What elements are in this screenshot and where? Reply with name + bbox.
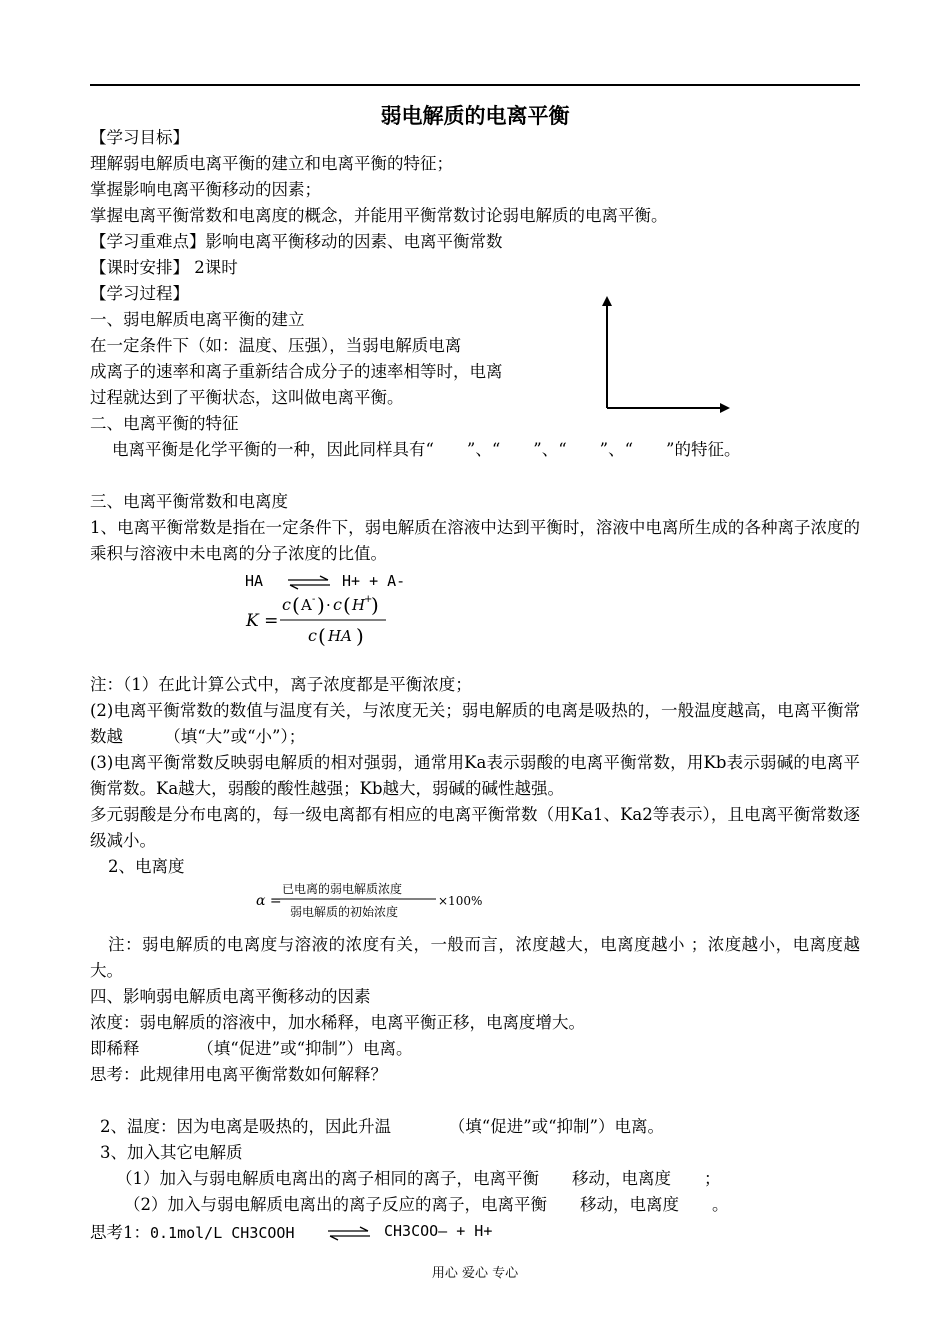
subsection-2-heading: 2、电离度 <box>108 857 185 876</box>
think-1-products: CH3COO— + H+ <box>384 1222 493 1240</box>
svg-text:+: + <box>364 594 373 605</box>
document-title: 弱电解质的电离平衡 <box>380 104 570 128</box>
svg-text:): ) <box>356 624 364 648</box>
k-ion2: H <box>352 596 366 614</box>
alpha-numerator: 已电离的弱电解质浓度 <box>282 882 403 896</box>
section-2-text: 电离平衡是化学平衡的一种，因此同样具有“ ”、“ ”、“ ”、“ ”的特征。 <box>112 440 741 459</box>
k-den-c: c <box>308 626 317 645</box>
alpha-denominator: 弱电解质的初始浓度 <box>290 905 399 919</box>
k-c1: c <box>282 595 291 614</box>
note-4: 多元弱酸是分布电离的，每一级电离都有相应的电离平衡常数（用Ka1、Ka2等表示），且电离平衡常数逐级减小。 <box>90 805 860 850</box>
section-4-line: （2）加入与弱电解质电离出的离子反应的离子，电离平衡 移动，电离度 。 <box>124 1195 729 1214</box>
alpha-label: α = <box>256 893 282 909</box>
k-c2: c <box>333 595 342 614</box>
equation-reactant: HA <box>245 572 264 590</box>
section-4-line: 3、加入其它电解质 <box>100 1143 243 1162</box>
svg-text:(: ( <box>292 593 300 617</box>
section-4-line: 即稀释 （填“促进”或“抑制”）电离。 <box>90 1039 413 1058</box>
section-4-heading: 四、影响弱电解质电离平衡移动的因素 <box>90 987 371 1006</box>
note-2: (2)电离平衡常数的数值与温度有关，与浓度无关；弱电解质的电离是吸热的，一般温度越高，电离平衡常数越 （填“大”或“小”）； <box>90 701 860 746</box>
alpha-percent: ×100% <box>438 894 483 908</box>
section-1-line: 在一定条件下（如：温度、压强），当弱电解质电离 <box>90 336 462 355</box>
svg-text:): ) <box>317 593 325 617</box>
k-label: K = <box>246 611 279 631</box>
objective-item: 掌握电离平衡常数和电离度的概念，并能用平衡常数讨论弱电解质的电离平衡。 <box>90 206 668 225</box>
equation-products: H+ + A- <box>342 572 406 590</box>
section-4-line: 2、温度：因为电离是吸热的，因此升温 （填“促进”或“抑制”）电离。 <box>100 1117 664 1136</box>
page-footer: 用心 爱心 专心 <box>431 1266 519 1281</box>
section-1-line: 过程就达到了平衡状态，这叫做电离平衡。 <box>90 388 404 407</box>
section-4-line: 思考：此规律用电离平衡常数如何解释？ <box>90 1065 387 1084</box>
equilibrium-arrow-icon <box>326 1225 372 1243</box>
objective-item: 掌握影响电离平衡移动的因素； <box>90 180 321 199</box>
svg-text:(: ( <box>343 593 351 617</box>
key-points: 【学习重难点】影响电离平衡移动的因素、电离平衡常数 <box>90 232 503 251</box>
process-header: 【学习过程】 <box>90 284 189 303</box>
section-4-line: （1）加入与弱电解质电离出的离子相同的离子，电离平衡 移动，电离度 ； <box>116 1169 721 1188</box>
objective-item: 理解弱电解质电离平衡的建立和电离平衡的特征； <box>90 154 453 173</box>
section-4-line: 浓度：弱电解质的溶液中，加水稀释，电离平衡正移，电离度增大。 <box>90 1013 585 1032</box>
schedule: 【课时安排】 2课时 <box>90 258 238 277</box>
x-axis-arrow-icon <box>720 403 730 413</box>
svg-text:): ) <box>371 593 379 617</box>
svg-text:(: ( <box>318 624 326 648</box>
alpha-formula <box>250 878 500 924</box>
note-3: (3)电离平衡常数反映弱电解质的相对强弱，通常用Ka表示弱酸的电离平衡常数，用Kb表示弱碱的电离平衡常数。Ka越大，弱酸的酸性越强；Kb越大，弱碱的碱性越强。 <box>90 753 860 798</box>
k-ion1: A <box>301 596 312 614</box>
section-3-paragraph: 1、电离平衡常数是指在一定条件下，弱电解质在溶液中达到平衡时，溶液中电离所生成的各种离子浓度的乘积与溶液中未电离的分子浓度的比值。 <box>90 518 860 563</box>
blank-axes-diagram <box>598 292 738 418</box>
svg-text:·: · <box>326 596 331 614</box>
y-axis-arrow-icon <box>602 296 612 306</box>
section-2-heading: 二、电离平衡的特征 <box>90 414 239 433</box>
think-1-reactant: 0.1mol/L CH3COOH <box>150 1224 295 1242</box>
section-1-heading: 一、弱电解质电离平衡的建立 <box>90 310 305 329</box>
note-5: 注：弱电解质的电离度与溶液的浓度有关，一般而言，浓度越大，电离度越小 ；浓度越小，电离度越大。 <box>90 935 860 980</box>
svg-text:-: - <box>312 594 316 605</box>
objectives-header: 【学习目标】 <box>90 128 189 147</box>
think-1-label: 思考1： <box>90 1223 150 1242</box>
think-1 <box>90 1220 295 1246</box>
k-den: HA <box>328 627 352 645</box>
section-1-line: 成离子的速率和离子重新结合成分子的速率相等时，电离 <box>90 362 503 381</box>
k-formula <box>240 590 410 650</box>
section-3-heading: 三、电离平衡常数和电离度 <box>90 492 288 511</box>
note-1: 注：（1）在此计算公式中，离子浓度都是平衡浓度； <box>90 675 472 694</box>
header-rule <box>90 84 860 86</box>
